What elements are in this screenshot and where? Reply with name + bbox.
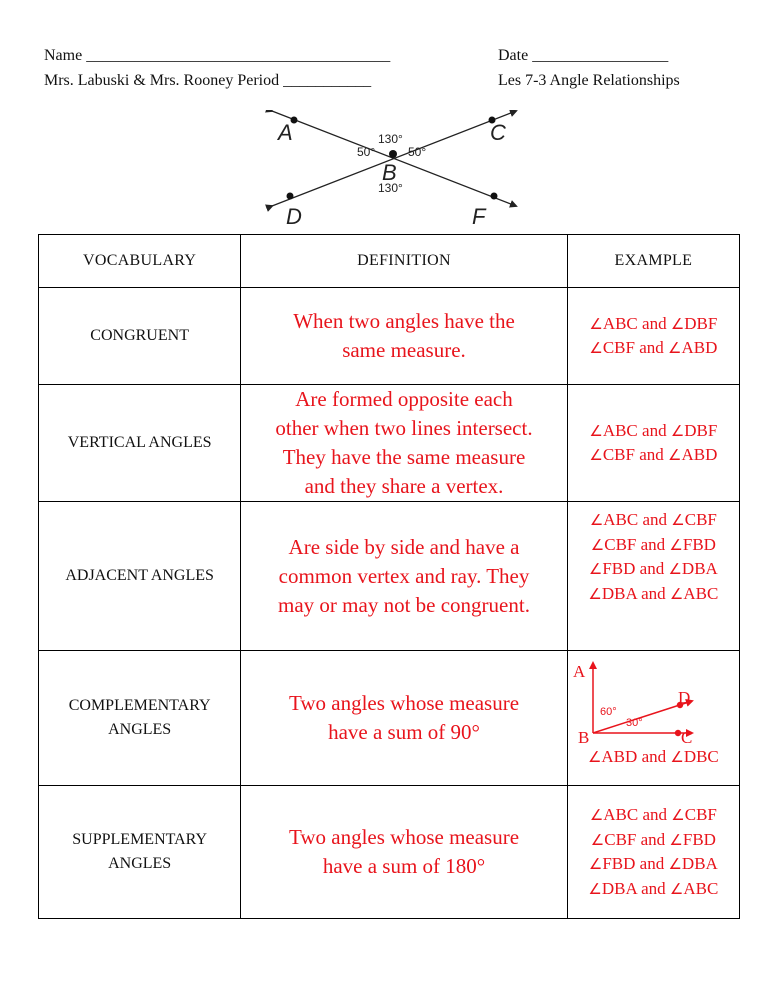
definition-line: Two angles whose measure: [288, 825, 520, 849]
label-a: A: [278, 120, 293, 145]
name-line: Name ______________________________________: [44, 47, 391, 64]
intersecting-lines-diagram: [262, 110, 524, 232]
row-congruent: [39, 288, 740, 385]
example-line: ∠ABC and ∠DBF: [589, 313, 718, 333]
label-b: B: [577, 728, 590, 743]
complementary-angle-figure: [568, 651, 740, 743]
example-line: ∠DBA and ∠ABC: [588, 878, 719, 898]
example-cell: [567, 288, 739, 385]
label-a: A: [572, 662, 586, 681]
angle-30-label: 30°: [625, 717, 643, 729]
row-supplementary-angles: [39, 786, 740, 919]
term-cell: [39, 502, 241, 651]
example-line: ∠ABC and ∠CBF: [589, 805, 717, 824]
term-cell: [39, 651, 241, 786]
example-line: ∠CBF and ∠ABD: [589, 445, 718, 464]
example-line: ∠DBA and ∠ABC: [588, 583, 719, 603]
definition-cell: [241, 385, 567, 502]
point-f: [491, 193, 498, 200]
definition-cell: [241, 502, 567, 651]
angle-top-label: 130°: [378, 132, 403, 146]
lesson-title: Les 7-3 Angle Relationships: [498, 72, 680, 89]
term-text: CONGRUENT: [90, 327, 189, 344]
definition-line: When two angles have the: [293, 309, 515, 333]
label-c: C: [490, 120, 506, 145]
term-text: ANGLES: [108, 855, 172, 872]
label-d: D: [677, 688, 691, 707]
point-b: [389, 150, 397, 158]
term-text: ADJACENT ANGLES: [65, 567, 214, 584]
example-line: ∠CBF and ∠FBD: [590, 829, 716, 849]
example-line: ∠ABC and ∠DBF: [589, 420, 718, 440]
definition-line: They have the same measure: [282, 445, 526, 469]
example-line: ∠FBD and ∠DBA: [588, 854, 718, 873]
example-cell: [567, 385, 739, 502]
example-line: ∠CBF and ∠FBD: [590, 534, 716, 554]
angle-bottom-label: 130°: [378, 181, 403, 195]
label-c: C: [680, 728, 693, 743]
table-header-row: [39, 235, 740, 288]
term-text: SUPPLEMENTARY: [72, 831, 208, 848]
definition-line: other when two lines intersect.: [275, 416, 533, 440]
teachers-period-line: Mrs. Labuski & Mrs. Rooney Period ___________: [44, 72, 372, 89]
example-line: ∠FBD and ∠DBA: [588, 559, 718, 578]
definition-line: Two angles whose measure: [288, 691, 520, 715]
row-vertical-angles: [39, 385, 740, 502]
vocabulary-table: [38, 234, 740, 919]
term-text: ANGLES: [108, 721, 172, 738]
definition-line: same measure.: [342, 338, 466, 362]
term-text: COMPLEMENTARY: [68, 697, 211, 714]
definition-cell: [241, 288, 567, 385]
definition-cell: [241, 651, 567, 786]
label-d: D: [286, 204, 302, 229]
example-cell: [567, 502, 739, 651]
example-line: ∠ABD and ∠DBC: [587, 747, 719, 766]
angle-left-label: 50°: [357, 145, 376, 159]
definition-line: common vertex and ray. They: [278, 563, 530, 588]
definition-line: Are side by side and have a: [288, 534, 520, 559]
angle-right-label: 50°: [408, 145, 427, 159]
example-cell: [567, 651, 739, 786]
definition-line: have a sum of 180°: [322, 854, 486, 878]
example-cell: [567, 786, 739, 919]
date-line: Date _________________: [498, 47, 669, 64]
term-cell: [39, 385, 241, 502]
definition-line: may or may not be congruent.: [278, 592, 530, 617]
label-f: F: [472, 204, 486, 229]
example-line: ∠CBF and ∠ABD: [589, 338, 718, 357]
header-definition: DEFINITION: [241, 235, 567, 288]
definition-line: and they share a vertex.: [304, 474, 504, 498]
angle-60-label: 60°: [599, 706, 617, 718]
example-line: ∠ABC and ∠CBF: [589, 510, 717, 529]
row-complementary-angles: [39, 651, 740, 786]
definition-cell: [241, 786, 567, 919]
header-example: EXAMPLE: [567, 235, 739, 288]
complementary-example: [568, 651, 739, 766]
header-vocabulary: VOCABULARY: [39, 235, 241, 288]
term-text: VERTICAL ANGLES: [67, 434, 212, 451]
point-d: [287, 193, 294, 200]
row-adjacent-angles: [39, 502, 740, 651]
term-cell: [39, 786, 241, 919]
definition-line: have a sum of 90°: [328, 720, 480, 744]
definition-line: Are formed opposite each: [295, 387, 513, 411]
term-cell: [39, 288, 241, 385]
label-b: B: [382, 160, 397, 185]
